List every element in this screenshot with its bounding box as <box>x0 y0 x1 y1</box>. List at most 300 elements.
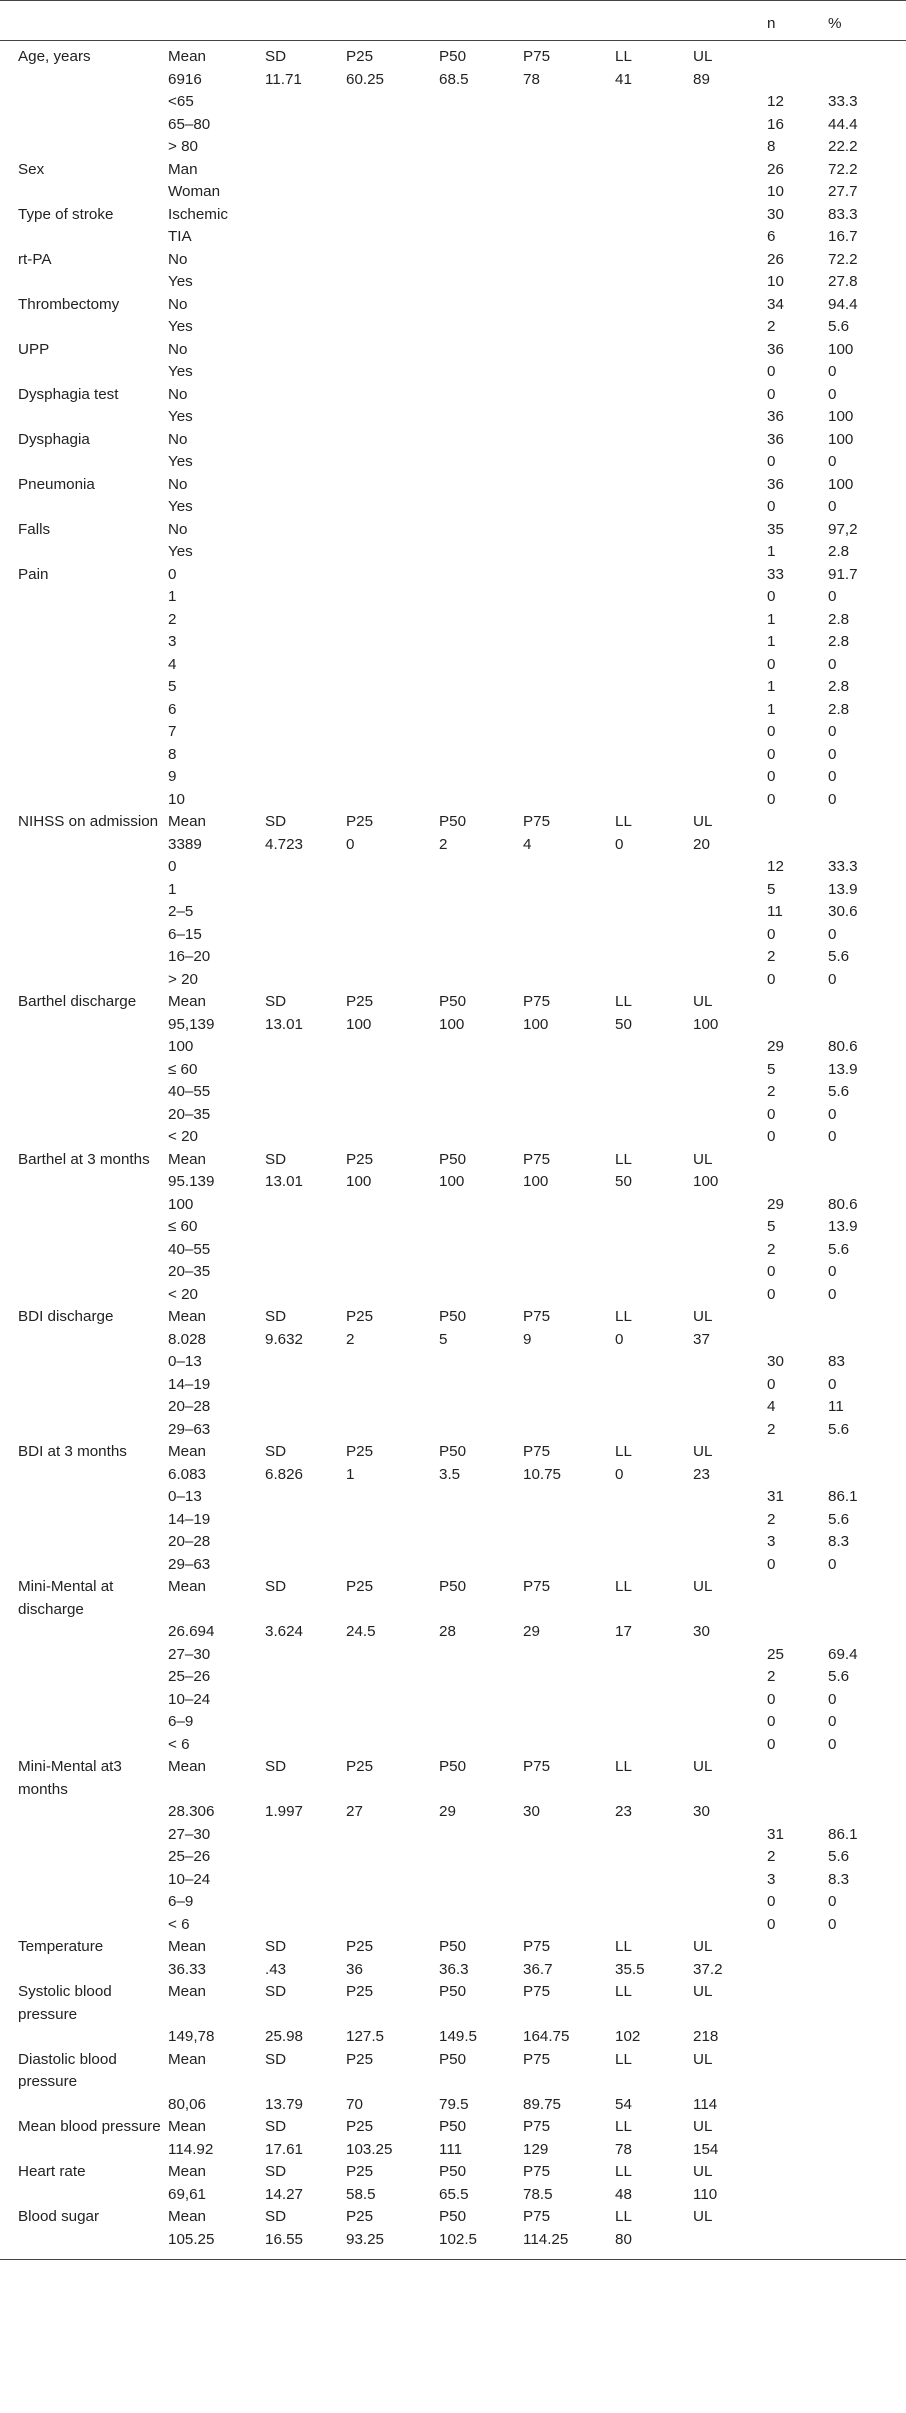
row-label <box>0 946 168 969</box>
cell-p75 <box>523 1711 615 1734</box>
cell-percent: 97,2 <box>828 520 858 538</box>
cell-p50 <box>439 1261 523 1284</box>
cell-p50 <box>439 541 523 564</box>
table-row <box>0 721 906 744</box>
cell-ll <box>615 1509 693 1532</box>
cell-n: 5 <box>767 1060 776 1078</box>
row-sublabel: 7 <box>168 723 177 740</box>
row-sublabel: No <box>168 520 188 538</box>
cell-p25 <box>346 316 439 339</box>
cell-sd <box>265 1644 346 1667</box>
cell-p75 <box>523 1531 615 1554</box>
cell-n: 0 <box>767 1263 776 1280</box>
table-row <box>0 676 906 699</box>
cell-n <box>767 2161 828 2184</box>
table-header-row <box>0 1 906 41</box>
cell-p50 <box>439 1531 523 1554</box>
table-row <box>0 204 906 227</box>
cell-sd <box>265 496 346 519</box>
row-sublabel: ≤ 60 <box>168 1218 198 1235</box>
cell-p75: P75 <box>523 1578 551 1595</box>
row-sublabel: 149,78 <box>168 2028 215 2045</box>
row-label <box>0 654 168 677</box>
table-row <box>0 766 906 789</box>
cell-p75 <box>523 946 615 969</box>
cell-percent: 100 <box>828 408 854 425</box>
cell-percent <box>828 2184 906 2207</box>
cell-ll: 0 <box>615 1330 624 1348</box>
cell-p50 <box>439 1554 523 1577</box>
cell-p50 <box>439 721 523 744</box>
cell-p50: P50 <box>439 1308 467 1325</box>
cell-p75 <box>523 1104 615 1127</box>
cell-sd: 13.01 <box>265 1015 304 1033</box>
cell-p50 <box>439 1059 523 1082</box>
cell-p75: 78.5 <box>523 2185 553 2203</box>
cell-sd: 6.826 <box>265 1465 304 1483</box>
table-row <box>0 271 906 294</box>
row-label <box>0 1239 168 1262</box>
cell-sd <box>265 1419 346 1442</box>
cell-ul: UL <box>693 1308 713 1325</box>
cell-ll <box>615 361 693 384</box>
row-sublabel: 105.25 <box>168 2229 265 2260</box>
row-sublabel: 1 <box>168 588 177 605</box>
cell-ll <box>615 901 693 924</box>
cell-percent <box>828 1306 906 1329</box>
cell-p25: P25 <box>346 2050 374 2068</box>
cell-percent: 100 <box>828 475 854 493</box>
cell-n: 30 <box>767 205 784 223</box>
cell-p25 <box>346 1914 439 1937</box>
cell-ll: LL <box>615 1308 632 1325</box>
cell-n: 1 <box>767 610 776 628</box>
cell-percent: 33.3 <box>828 93 858 110</box>
cell-p25 <box>346 1846 439 1869</box>
table-row <box>0 249 906 272</box>
cell-percent: 0 <box>828 655 837 673</box>
cell-ll: LL <box>615 1578 632 1595</box>
cell-p25 <box>346 1284 439 1307</box>
cell-n <box>767 1621 828 1644</box>
table-row <box>0 519 906 542</box>
cell-n <box>767 1981 828 2026</box>
cell-sd <box>265 1689 346 1712</box>
cell-ll: 50 <box>615 1015 632 1033</box>
row-label <box>0 1689 168 1712</box>
cell-ll <box>615 114 693 137</box>
table-row <box>0 1509 906 1532</box>
cell-p50 <box>439 1126 523 1149</box>
cell-n: 2 <box>767 1240 776 1258</box>
cell-ll: LL <box>615 2050 632 2068</box>
cell-ul <box>693 429 767 452</box>
row-label: BDI at 3 months <box>18 1443 127 1460</box>
cell-ul <box>693 2229 767 2260</box>
cell-percent: 0 <box>828 1263 837 1280</box>
cell-ll <box>615 1419 693 1442</box>
cell-percent: 2.8 <box>828 633 850 650</box>
cell-ll: LL <box>615 2118 632 2135</box>
cell-p50 <box>439 271 523 294</box>
cell-sd <box>265 1081 346 1104</box>
table-row <box>0 856 906 879</box>
header-cell <box>693 1 767 41</box>
cell-percent: 5.6 <box>828 1510 850 1528</box>
cell-percent <box>828 1801 906 1824</box>
cell-percent <box>828 2026 906 2049</box>
cell-ll: LL <box>615 2208 632 2225</box>
cell-ul: 20 <box>693 835 710 853</box>
table-row <box>0 2139 906 2162</box>
cell-sd <box>265 316 346 339</box>
table-row <box>0 901 906 924</box>
cell-ll <box>615 519 693 542</box>
cell-p75 <box>523 114 615 137</box>
cell-ll <box>615 1689 693 1712</box>
table-row <box>0 2094 906 2117</box>
cell-ul <box>693 1261 767 1284</box>
cell-p25 <box>346 1261 439 1284</box>
row-sublabel: 16–20 <box>168 948 211 965</box>
cell-sd: SD <box>265 1578 287 1595</box>
cell-ll <box>615 766 693 789</box>
row-sublabel: < 6 <box>168 1735 190 1753</box>
cell-p50 <box>439 1509 523 1532</box>
cell-p25 <box>346 1351 439 1374</box>
cell-n <box>767 69 828 92</box>
cell-sd <box>265 136 346 159</box>
cell-p25 <box>346 1036 439 1059</box>
cell-p50: 102.5 <box>439 2229 523 2260</box>
row-label <box>0 2229 168 2260</box>
cell-p25: 100 <box>346 1173 372 1190</box>
row-sublabel: Mean <box>168 2050 206 2068</box>
table-row <box>0 1126 906 1149</box>
cell-ll: 78 <box>615 2140 632 2158</box>
cell-ul: 30 <box>693 1623 710 1640</box>
table-row <box>0 1711 906 1734</box>
cell-p25 <box>346 271 439 294</box>
row-label: Type of stroke <box>18 205 114 223</box>
cell-n: 0 <box>767 498 776 515</box>
cell-percent: 0 <box>828 1893 837 1910</box>
cell-p25: P25 <box>346 1938 374 1955</box>
cell-sd <box>265 609 346 632</box>
cell-percent: 13.9 <box>828 880 858 898</box>
cell-ul <box>693 1869 767 1892</box>
cell-ll <box>615 249 693 272</box>
cell-ll <box>615 924 693 947</box>
row-label <box>0 901 168 924</box>
cell-percent <box>828 2206 906 2229</box>
cell-p25 <box>346 91 439 114</box>
row-sublabel: 8 <box>168 745 177 763</box>
cell-p75 <box>523 1846 615 1869</box>
cell-p50: 68.5 <box>439 70 469 88</box>
table-row <box>0 1216 906 1239</box>
cell-percent: 0 <box>828 498 837 515</box>
cell-p75 <box>523 496 615 519</box>
cell-p75: P75 <box>523 1758 551 1775</box>
cell-n: 30 <box>767 1353 784 1370</box>
cell-ll <box>615 676 693 699</box>
cell-n <box>767 2026 828 2049</box>
cell-p25 <box>346 1081 439 1104</box>
cell-p25 <box>346 856 439 879</box>
row-sublabel: No <box>168 385 188 403</box>
table-row <box>0 2161 906 2184</box>
cell-ll <box>615 1126 693 1149</box>
cell-ul <box>693 271 767 294</box>
cell-ul <box>693 676 767 699</box>
cell-p25 <box>346 676 439 699</box>
row-label <box>0 2184 168 2207</box>
cell-sd <box>265 384 346 407</box>
row-sublabel: Mean <box>168 1578 206 1595</box>
cell-sd <box>265 564 346 587</box>
table-row <box>0 2184 906 2207</box>
cell-ll <box>615 451 693 474</box>
cell-sd <box>265 541 346 564</box>
cell-percent <box>828 834 906 857</box>
cell-p50: P50 <box>439 1938 467 1955</box>
cell-p50: P50 <box>439 993 467 1010</box>
cell-p25 <box>346 474 439 497</box>
cell-ul <box>693 631 767 654</box>
cell-ul <box>693 1036 767 1059</box>
cell-p75 <box>523 631 615 654</box>
cell-p25: 36 <box>346 1960 363 1978</box>
cell-n: 5 <box>767 1218 776 1235</box>
cell-ll <box>615 744 693 767</box>
cell-sd <box>265 181 346 204</box>
cell-n <box>767 1329 828 1352</box>
row-sublabel: No <box>168 430 188 448</box>
cell-percent <box>828 811 906 834</box>
cell-ll <box>615 226 693 249</box>
table-row <box>0 1374 906 1397</box>
cell-p50: 111 <box>439 2140 463 2158</box>
cell-p25 <box>346 1486 439 1509</box>
cell-n: 1 <box>767 700 776 718</box>
cell-p50 <box>439 361 523 384</box>
cell-p75: P75 <box>523 48 551 65</box>
cell-p75 <box>523 136 615 159</box>
cell-p25 <box>346 1374 439 1397</box>
cell-ul <box>693 361 767 384</box>
table-row <box>0 924 906 947</box>
cell-ll <box>615 609 693 632</box>
row-label: Diastolic blood pressure <box>18 2050 117 2090</box>
cell-percent: 27.7 <box>828 183 858 200</box>
cell-ul <box>693 924 767 947</box>
row-label <box>0 631 168 654</box>
cell-n: 0 <box>767 768 776 785</box>
table-row <box>0 654 906 677</box>
row-label <box>0 1171 168 1194</box>
cell-p50 <box>439 1396 523 1419</box>
cell-ul <box>693 159 767 182</box>
row-label <box>0 316 168 339</box>
cell-p50 <box>439 1644 523 1667</box>
table-row <box>0 946 906 969</box>
cell-n: 36 <box>767 475 784 493</box>
cell-sd <box>265 789 346 812</box>
cell-p50 <box>439 564 523 587</box>
cell-sd <box>265 271 346 294</box>
row-sublabel: Yes <box>168 363 193 380</box>
row-sublabel: ≤ 60 <box>168 1060 198 1078</box>
table-row <box>0 564 906 587</box>
cell-p25 <box>346 1644 439 1667</box>
table-row <box>0 1149 906 1172</box>
cell-p25 <box>346 1126 439 1149</box>
row-sublabel: 10 <box>168 790 185 808</box>
cell-p50 <box>439 294 523 317</box>
cell-ll <box>615 1351 693 1374</box>
cell-p50: P50 <box>439 2050 467 2068</box>
table-row <box>0 1171 906 1194</box>
row-label <box>0 1216 168 1239</box>
row-label: Barthel at 3 months <box>18 1150 150 1168</box>
cell-p25 <box>346 1396 439 1419</box>
cell-p25: 70 <box>346 2095 363 2113</box>
row-label: Dysphagia test <box>18 385 119 403</box>
cell-ul <box>693 1081 767 1104</box>
cell-p75 <box>523 879 615 902</box>
cell-n: 5 <box>767 880 776 898</box>
row-sublabel: 14–19 <box>168 1375 211 1393</box>
cell-ul <box>693 451 767 474</box>
cell-n: 12 <box>767 858 784 875</box>
row-label <box>0 226 168 249</box>
cell-ll <box>615 1846 693 1869</box>
cell-p75: P75 <box>523 993 551 1010</box>
row-sublabel: 6–15 <box>168 925 202 943</box>
cell-sd <box>265 1239 346 1262</box>
cell-ul <box>693 699 767 722</box>
cell-p75 <box>523 1036 615 1059</box>
cell-p25 <box>346 1824 439 1847</box>
cell-ul <box>693 1689 767 1712</box>
row-sublabel: 25–26 <box>168 1848 211 1865</box>
cell-p50 <box>439 654 523 677</box>
cell-ul <box>693 564 767 587</box>
row-label <box>0 879 168 902</box>
cell-p50 <box>439 339 523 362</box>
cell-ll <box>615 1644 693 1667</box>
cell-sd: 16.55 <box>265 2229 346 2260</box>
table-row <box>0 541 906 564</box>
cell-p75: P75 <box>523 2163 551 2180</box>
cell-ll <box>615 271 693 294</box>
cell-p50 <box>439 1284 523 1307</box>
cell-sd <box>265 1396 346 1419</box>
cell-sd <box>265 1734 346 1757</box>
row-label <box>0 1104 168 1127</box>
cell-p25 <box>346 946 439 969</box>
cell-ul: UL <box>693 2050 713 2068</box>
cell-p25: P25 <box>346 813 374 830</box>
cell-p50: P50 <box>439 2208 467 2225</box>
cell-percent: 8.3 <box>828 1533 850 1550</box>
cell-p75 <box>523 91 615 114</box>
cell-ll: LL <box>615 48 632 65</box>
cell-n: 35 <box>767 520 784 538</box>
cell-p25 <box>346 1419 439 1442</box>
cell-p75 <box>523 1081 615 1104</box>
row-sublabel: Mean <box>168 1983 206 2000</box>
cell-p25: P25 <box>346 2118 374 2135</box>
table-row <box>0 1936 906 1959</box>
cell-p75 <box>523 1194 615 1217</box>
cell-percent: 5.6 <box>828 1083 850 1100</box>
cell-p75 <box>523 1396 615 1419</box>
cell-sd: SD <box>265 2208 287 2225</box>
cell-p75 <box>523 924 615 947</box>
cell-p25: 24.5 <box>346 1623 376 1640</box>
row-label <box>0 766 168 789</box>
row-sublabel: Mean <box>168 48 206 65</box>
cell-p50 <box>439 519 523 542</box>
cell-p25 <box>346 519 439 542</box>
cell-percent: 80.6 <box>828 1195 858 1213</box>
cell-ll <box>615 541 693 564</box>
cell-p50 <box>439 969 523 992</box>
table-row <box>0 384 906 407</box>
cell-percent: 86.1 <box>828 1488 858 1505</box>
cell-percent <box>828 1756 906 1801</box>
cell-ul: UL <box>693 1443 713 1460</box>
cell-percent: 2.8 <box>828 700 850 718</box>
row-sublabel: 6–9 <box>168 1893 194 1910</box>
cell-percent: 83.3 <box>828 205 858 223</box>
cell-ll <box>615 1036 693 1059</box>
row-sublabel: 100 <box>168 1195 194 1213</box>
table-row <box>0 1576 906 1621</box>
cell-p25 <box>346 1689 439 1712</box>
cell-sd: SD <box>265 1983 287 2000</box>
cell-p75: 164.75 <box>523 2028 570 2045</box>
cell-sd: SD <box>265 2163 287 2180</box>
cell-percent <box>828 2161 906 2184</box>
cell-p50 <box>439 406 523 429</box>
cell-ll: 17 <box>615 1623 632 1640</box>
cell-p25: 127.5 <box>346 2028 385 2045</box>
cell-p50: P50 <box>439 1150 467 1168</box>
row-label: rt-PA <box>18 250 52 268</box>
row-label <box>0 1351 168 1374</box>
cell-ul: UL <box>693 1983 713 2000</box>
table-row <box>0 1981 906 2026</box>
cell-n: 0 <box>767 385 776 403</box>
cell-n <box>767 2229 828 2260</box>
row-sublabel: 1 <box>168 880 177 898</box>
cell-p25: P25 <box>346 2163 374 2180</box>
row-label <box>0 699 168 722</box>
cell-p25 <box>346 1666 439 1689</box>
table-row <box>0 1734 906 1757</box>
cell-p75 <box>523 429 615 452</box>
cell-sd <box>265 1059 346 1082</box>
table-row <box>0 1396 906 1419</box>
cell-p50 <box>439 496 523 519</box>
cell-p50: 2 <box>439 835 448 853</box>
cell-ll <box>615 294 693 317</box>
cell-p25 <box>346 1711 439 1734</box>
cell-p50 <box>439 631 523 654</box>
